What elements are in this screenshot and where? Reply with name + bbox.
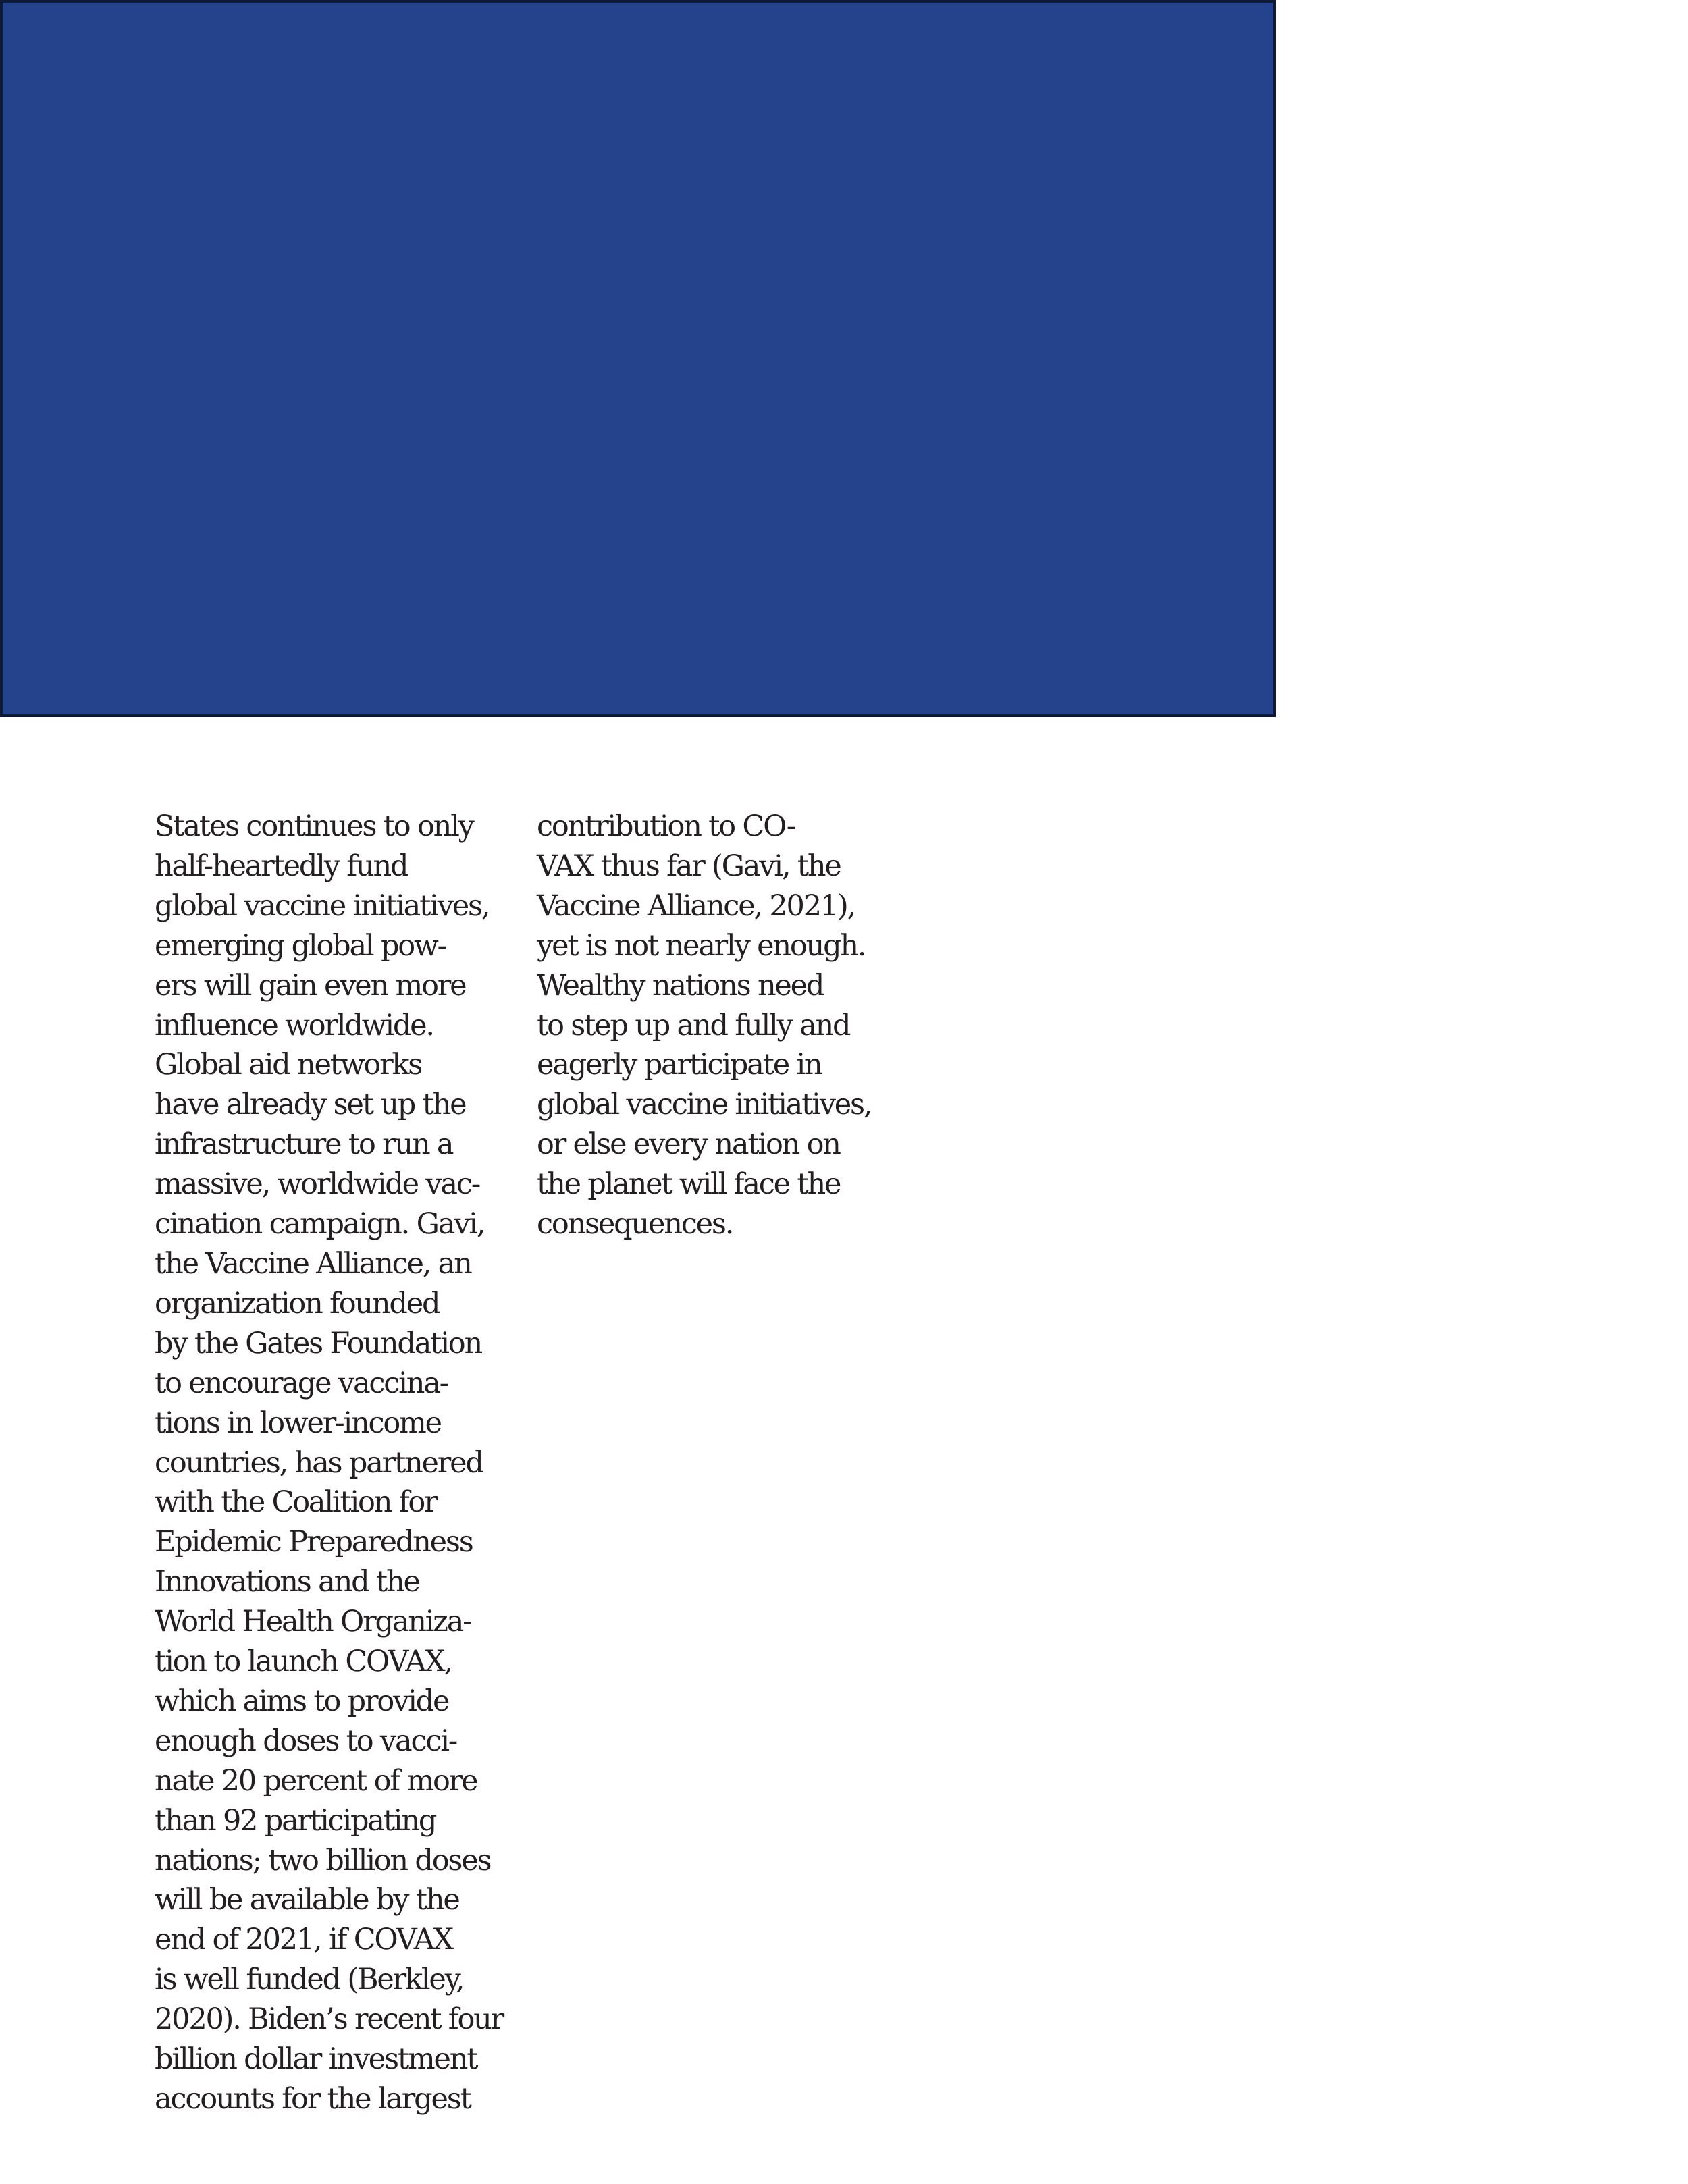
article-column-right (537, 807, 888, 1244)
text-line: will be available by the (155, 1883, 459, 1917)
text-line: Global aid networks (155, 1048, 422, 1082)
text-line: to step up and fully and (537, 1008, 850, 1042)
text-line: the Vaccine Alliance, an (155, 1246, 471, 1281)
text-line: States continues to only (155, 809, 473, 843)
text-line: Innovations and the (155, 1565, 419, 1599)
text-line: end of 2021, if COVAX (155, 1923, 452, 1957)
text-line: Vaccine Alliance, 2021), (537, 888, 855, 923)
text-line: eagerly participate in (537, 1048, 822, 1082)
text-line: organization founded (155, 1286, 440, 1321)
text-line: Wealthy nations need (537, 968, 824, 1003)
text-line: countries, has partnered (155, 1445, 483, 1480)
text-line: emerging global pow- (155, 928, 446, 963)
text-line: half-heartedly fund (155, 849, 408, 883)
text-line: tion to launch COVAX, (155, 1645, 452, 1679)
text-line: with the Coalition for (155, 1485, 437, 1520)
text-line: ers will gain even more (155, 968, 466, 1003)
text-line: nate 20 percent of more (155, 1763, 477, 1798)
text-line: yet is not nearly enough. (537, 928, 866, 963)
text-line: enough doses to vacci- (155, 1724, 457, 1758)
text-line: nations; two billion doses (155, 1843, 491, 1877)
text-line: than 92 participating (155, 1803, 436, 1838)
text-line: or else every nation on (537, 1127, 840, 1162)
text-line: have already set up the (155, 1088, 466, 1122)
text-line: billion dollar investment (155, 2042, 477, 2077)
text-line: by the Gates Foundation (155, 1326, 481, 1360)
text-line: contribution to CO- (537, 809, 795, 843)
text-line: VAX thus far (Gavi, the (537, 849, 841, 883)
text-line: Epidemic Preparedness (155, 1525, 473, 1560)
text-line: which aims to provide (155, 1684, 449, 1718)
text-line: global vaccine initiatives, (155, 888, 490, 923)
text-line: 2020). Biden’s recent four (155, 2002, 503, 2037)
text-line: influence worldwide. (155, 1008, 433, 1042)
text-line: cination campaign. Gavi, (155, 1207, 485, 1242)
text-line: accounts for the largest (155, 2082, 471, 2116)
text-line: is well funded (Berkley, (155, 1963, 464, 1997)
text-line: infrastructure to run a (155, 1127, 453, 1162)
text-line: global vaccine initiatives, (537, 1088, 872, 1122)
text-line: consequences. (537, 1207, 733, 1242)
text-line: massive, worldwide vac- (155, 1167, 480, 1202)
text-line: to encourage vaccina- (155, 1366, 448, 1400)
text-line: tions in lower-income (155, 1406, 441, 1440)
header-banner (0, 0, 1276, 717)
text-line: the planet will face the (537, 1167, 841, 1202)
article-column-left (155, 807, 506, 2119)
text-line: World Health Organiza- (155, 1605, 471, 1639)
